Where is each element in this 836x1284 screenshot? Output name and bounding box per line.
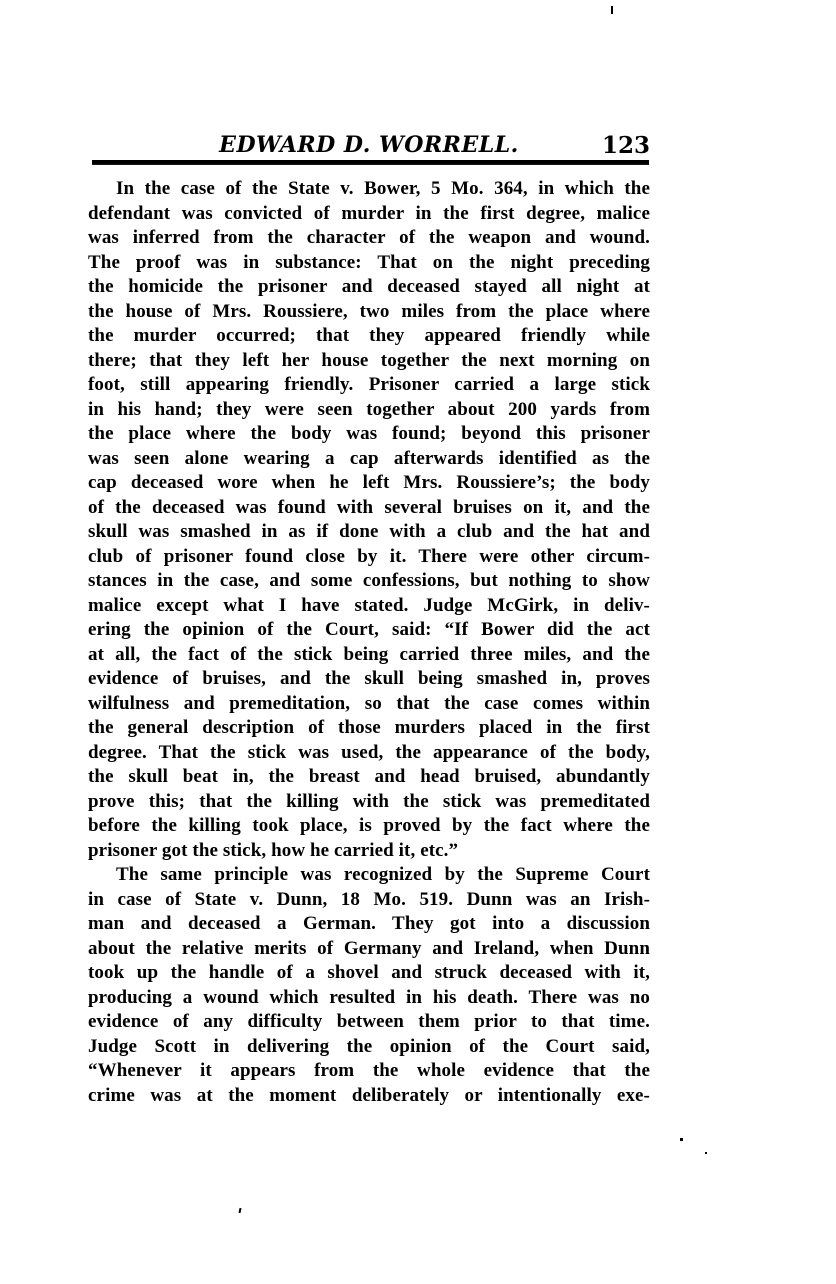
text-line: the murder occurred; that they appeared friendly while [88, 325, 650, 346]
text-line: cap deceased wore when he left Mrs. Roussiere’s; the body [88, 472, 650, 493]
text-line: In the case of the State v. Bower, 5 Mo. 364, in which the [116, 178, 650, 199]
text-line: was seen alone wearing a cap afterwards identified as the [88, 447, 650, 469]
text-line: man and deceased a German. They got into a discussion [88, 913, 650, 934]
text-line: about the relative merits of Germany and Ireland, when Dunn [88, 937, 650, 959]
paragraph [88, 863, 650, 1108]
text-line: in case of State v. Dunn, 18 Mo. 519. Dunn was an Irish- [88, 888, 650, 910]
text-line: there; that they left her house together the next morning on [88, 349, 650, 371]
text-line: foot, still appearing friendly. Prisoner carried a large stick [88, 374, 650, 395]
text-line: The proof was in substance: That on the night preceding [88, 251, 650, 273]
text-line: took up the handle of a shovel and struck deceased with it, [88, 962, 650, 983]
text-line: the homicide the prisoner and deceased stayed all night at [88, 276, 650, 297]
text-line: ering the opinion of the Court, said: “If Bower did the act [88, 619, 650, 640]
running-header-title: EDWARD D. WORRELL. [219, 132, 519, 158]
text-line: defendant was convicted of murder in the first degree, malice [88, 202, 650, 224]
header-rule [92, 160, 649, 165]
scan-speck [705, 1152, 707, 1154]
text-line: in his hand; they were seen together about 200 yards from [88, 398, 650, 420]
text-line: before the killing took place, is proved by the fact where the [88, 815, 650, 836]
text-line: skull was smashed in as if done with a club and the hat and [88, 521, 650, 542]
paragraph [88, 177, 650, 863]
text-line: the skull beat in, the breast and head bruised, abundantly [88, 766, 650, 787]
text-line: crime was at the moment deliberately or intentionally exe- [88, 1084, 650, 1106]
text-line: evidence of any difficulty between them prior to that time. [88, 1011, 650, 1032]
text-line: malice except what I have stated. Judge McGirk, in deliv- [88, 594, 650, 616]
running-header [88, 131, 650, 161]
text-line: at all, the fact of the stick being carried three miles, and the [88, 643, 650, 665]
text-line: producing a wound which resulted in his death. There was no [88, 986, 650, 1008]
text-line: The same principle was recognized by the Supreme Court [116, 864, 650, 885]
text-line: wilfulness and premeditation, so that the case comes within [88, 692, 650, 714]
page-body [88, 177, 650, 1108]
text-line: was inferred from the character of the weapon and wound. [88, 227, 650, 248]
text-line: prisoner got the stick, how he carried it, etc.” [88, 839, 459, 861]
page-number: 123 [601, 132, 650, 159]
text-line: the place where the body was found; beyond this prisoner [88, 423, 650, 444]
scan-speck [611, 6, 613, 14]
scan-speck [680, 1138, 683, 1141]
text-line: Judge Scott in delivering the opinion of the Court said, [88, 1035, 650, 1057]
text-line: “Whenever it appears from the whole evidence that the [88, 1060, 650, 1081]
text-line: prove this; that the killing with the stick was premeditated [88, 790, 650, 812]
text-line: the general description of those murders placed in the first [88, 717, 650, 738]
text-line: club of prisoner found close by it. There were other circum- [88, 545, 650, 567]
text-line: of the deceased was found with several bruises on it, and the [88, 496, 650, 518]
text-line: the house of Mrs. Roussiere, two miles from the place where [88, 300, 650, 322]
scan-speck [239, 1208, 242, 1213]
text-line: evidence of bruises, and the skull being smashed in, proves [88, 668, 650, 689]
text-line: stances in the case, and some confessions, but nothing to show [88, 570, 650, 591]
text-line: degree. That the stick was used, the appearance of the body, [88, 741, 650, 763]
